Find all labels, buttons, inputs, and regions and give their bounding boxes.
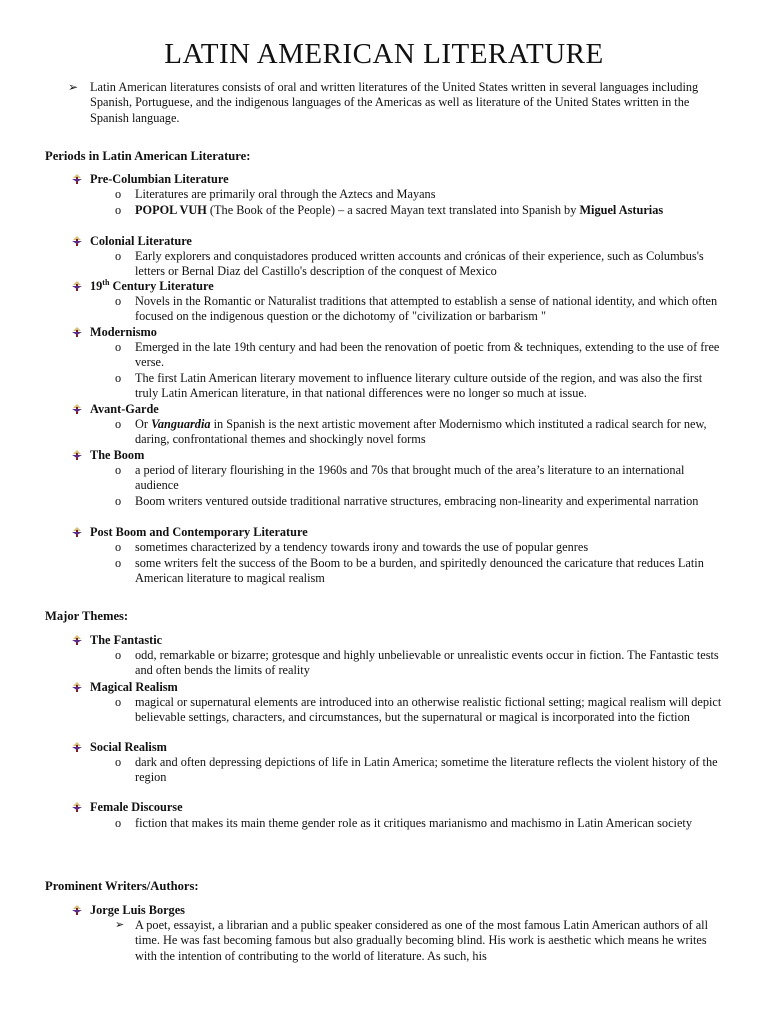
- sub-bullet: o: [115, 556, 122, 570]
- theme-label: Social Realism: [90, 740, 167, 754]
- pushpin-bullet-icon: [72, 327, 82, 338]
- list-item-text: Early explorers and conquistadores produced written accounts and crónicas of their experience, such as Columbus's letters or Bernal Diaz del Castillo's description of the conquest of Mexico: [135, 249, 704, 279]
- list-item: [115, 249, 727, 280]
- periods-heading: Periods in Latin American Literature:: [45, 149, 251, 163]
- label-ordinal: th: [102, 277, 110, 287]
- list-item-text: The first Latin American literary movement to influence literary culture outside of the region, and was also the first truly Latin American literature, in that national differences were no longer so much at issue.: [135, 371, 703, 401]
- list-item: [115, 494, 727, 509]
- list-item-text: Emerged in the late 19th century and had been the renovation of poetic from & techniques, extending to the use of free verse.: [135, 340, 720, 370]
- category-label: The Boom: [90, 448, 145, 462]
- list-item: [115, 294, 727, 325]
- list-item: [115, 340, 727, 371]
- pushpin-bullet-icon: [72, 236, 82, 247]
- list-item-text: sometimes characterized by a tendency towards irony and towards the use of popular genres: [135, 540, 589, 554]
- book-title: POPOL VUH: [135, 203, 207, 217]
- pushpin-bullet-icon: [72, 682, 82, 693]
- sub-bullet: o: [115, 540, 122, 554]
- themes-heading: Major Themes:: [45, 609, 129, 623]
- writers-heading: Prominent Writers/Authors:: [45, 879, 199, 893]
- emphasis-term: Vanguardia: [151, 417, 211, 431]
- pushpin-bullet-icon: [72, 635, 82, 646]
- arrowhead-bullet-icon: ➢: [115, 919, 125, 931]
- label-number: 19: [90, 279, 103, 293]
- list-item-text: Boom writers ventured outside traditional narrative structures, embracing non-linearity and experimental narration: [135, 494, 699, 508]
- sub-bullet: o: [115, 187, 122, 201]
- list-item: [115, 417, 727, 448]
- intro-paragraph: [68, 80, 728, 126]
- label-rest: Century Literature: [109, 279, 214, 293]
- theme-label: The Fantastic: [90, 633, 163, 647]
- pushpin-bullet-icon: [72, 404, 82, 415]
- list-item-text: some writers felt the success of the Boom to be a burden, and spiritedly denounced the caricature that reduces Latin American literature to magical realism: [135, 556, 704, 586]
- list-item-text: [135, 203, 727, 218]
- sub-bullet: o: [115, 249, 122, 263]
- pushpin-bullet-icon: [72, 281, 82, 292]
- list-item: [115, 371, 727, 402]
- sub-bullet: o: [115, 417, 122, 431]
- list-item: [115, 187, 727, 202]
- list-item: [115, 755, 727, 786]
- list-item-text: a period of literary flourishing in the 1960s and 70s that brought much of the area’s literature to an international audience: [135, 463, 685, 493]
- pushpin-bullet-icon: [72, 527, 82, 538]
- sub-bullet: o: [115, 816, 122, 830]
- pushpin-bullet-icon: [72, 742, 82, 753]
- arrowhead-bullet-icon: ➢: [68, 80, 79, 94]
- list-item-text: fiction that makes its main theme gender role as it critiques marianismo and machismo in Latin American society: [135, 816, 692, 830]
- page-title: LATIN AMERICAN LITERATURE: [164, 38, 604, 70]
- list-item-text: Novels in the Romantic or Naturalist traditions that attempted to establish a sense of national identity, and which often focused on the indigenous question or the dichotomy of "civilization or barbarism ": [135, 294, 718, 324]
- list-item-text: magical or supernatural elements are introduced into an otherwise realistic fictional setting; magical realism will depict believable settings, characters, and circumstances, but the supernatural or magical is incorporated into the fiction: [135, 695, 722, 725]
- sub-bullet: o: [115, 371, 122, 385]
- list-item: [115, 816, 727, 831]
- list-item: [115, 556, 727, 587]
- sub-bullet: o: [115, 494, 122, 508]
- sub-bullet: o: [115, 340, 122, 354]
- category-label: Pre-Columbian Literature: [90, 172, 229, 186]
- category-label: [90, 279, 214, 294]
- sub-bullet: o: [115, 695, 122, 709]
- pushpin-bullet-icon: [72, 802, 82, 813]
- category-label: Avant-Garde: [90, 402, 159, 416]
- text-pre: Or: [135, 417, 152, 431]
- list-item: [115, 463, 727, 494]
- sub-bullet: o: [115, 203, 122, 217]
- list-item-text-mid: (The Book of the People) – a sacred Mayan text translated into Spanish by: [206, 203, 580, 217]
- pushpin-bullet-icon: [72, 905, 82, 916]
- intro-text: Latin American literatures consists of oral and written literatures of the United States written in several languages including Spanish, Portuguese, and the indigenous languages of the Americas as well as literature of the United States written in the Spanish language.: [90, 80, 699, 125]
- writer-name: Jorge Luis Borges: [90, 903, 185, 917]
- category-label: Post Boom and Contemporary Literature: [90, 525, 308, 539]
- list-item: [115, 695, 727, 726]
- theme-label: Female Discourse: [90, 800, 183, 814]
- author-name: Miguel Asturias: [579, 203, 664, 217]
- theme-label: Magical Realism: [90, 680, 178, 694]
- list-item-text: Literatures are primarily oral through the Aztecs and Mayans: [135, 187, 436, 201]
- list-item-text: A poet, essayist, a librarian and a public speaker considered as one of the most famous Latin American authors of all time. He was fast becoming famous but also gradually becoming blind. His work is aesthetic which means he writes with the intention of contributing to the world of literature. As such, his: [135, 918, 708, 963]
- sub-bullet: o: [115, 755, 122, 769]
- list-item-text: [135, 417, 727, 448]
- list-item: [115, 918, 727, 964]
- category-label: Modernismo: [90, 325, 157, 339]
- sub-bullet: o: [115, 648, 122, 662]
- text-post: in Spanish is the next artistic movement after Modernismo which instituted a radical search for new, daring, confrontational themes and shockingly novel forms: [135, 417, 707, 447]
- list-item: [115, 540, 727, 555]
- list-item-text: odd, remarkable or bizarre; grotesque and highly unbelievable or unrealistic events occur in fiction. The Fantastic tests and often bends the limits of reality: [135, 648, 719, 678]
- pushpin-bullet-icon: [72, 450, 82, 461]
- pushpin-bullet-icon: [72, 174, 82, 185]
- list-item: [115, 648, 727, 679]
- list-item: [115, 203, 727, 218]
- sub-bullet: o: [115, 294, 122, 308]
- category-label: Colonial Literature: [90, 234, 192, 248]
- sub-bullet: o: [115, 463, 122, 477]
- list-item-text: dark and often depressing depictions of life in Latin America; sometime the literature reflects the violent history of the region: [135, 755, 718, 785]
